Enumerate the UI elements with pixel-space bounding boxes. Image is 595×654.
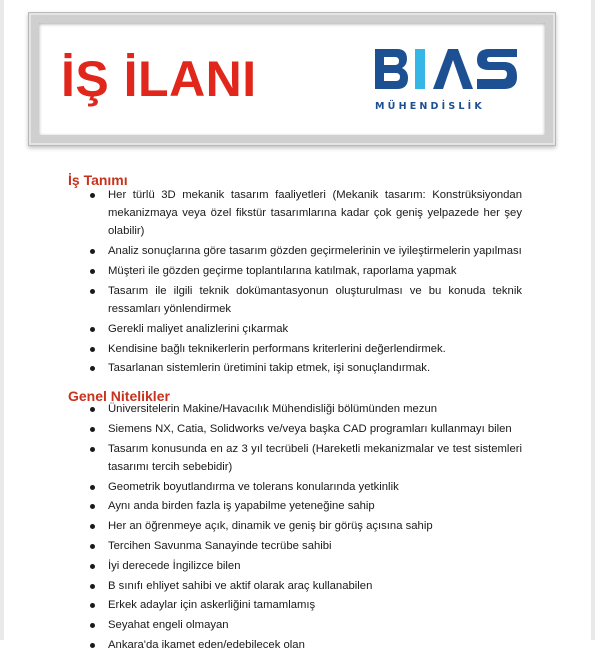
list-item: Tasarım konusunda en az 3 yıl tecrübeli (Hareketli mekanizmalar ve test sistemleri tasarımı tercih sebebidir) [88,440,522,476]
bias-logo-mark [371,43,521,99]
list-item: Müşteri ile gözden geçirme toplantılarına katılmak, raporlama yapmak [88,262,522,280]
list-item: Analiz sonuçlarına göre tasarım gözden geçirmelerinin ve iyileştirmelerin yapılması [88,242,522,260]
list-item: Kendisine bağlı teknikerlerin performans kriterlerini değerlendirmek. [88,340,522,358]
list-item: B sınıfı ehliyet sahibi ve aktif olarak araç kullanabilen [88,577,522,595]
job-description-list [88,186,522,378]
list-item: Tasarlanan sistemlerin üretimini takip etmek, işi sonuçlandırmak. [88,359,522,377]
qualifications-heading: Genel Nitelikler [68,388,170,404]
list-item: Üniversitelerin Makine/Havacılık Mühendisliği bölümünden mezun [88,400,522,418]
qualifications-list [88,400,522,654]
list-item: Tercihen Savunma Sanayinde tecrübe sahibi [88,537,522,555]
header-banner [28,12,556,146]
company-logo [371,43,521,123]
list-item: Seyahat engeli olmayan [88,616,522,634]
page-border-right [591,0,595,640]
job-description-heading: İş Tanımı [68,172,128,188]
list-item: Geometrik boyutlandırma ve tolerans konularında yetkinlik [88,478,522,496]
list-item: Tasarım ile ilgili teknik dokümantasyonun oluşturulması ve bu konuda teknik ressamları yönlendirmek [88,282,522,318]
list-item: Her an öğrenmeye açık, dinamik ve geniş bir görüş açısına sahip [88,517,522,535]
list-item: Siemens NX, Catia, Solidworks ve/veya başka CAD programları kullanmayı bilen [88,420,522,438]
logo-subtitle: MÜHENDİSLİK [375,101,485,112]
job-posting-title: İŞ İLANI [61,51,257,107]
list-item: Ankara'da ikamet eden/edebilecek olan [88,636,522,654]
list-item: Aynı anda birden fazla iş yapabilme yeteneğine sahip [88,497,522,515]
list-item: Gerekli maliyet analizlerini çıkarmak [88,320,522,338]
banner-panel [39,23,545,135]
list-item: Erkek adaylar için askerliğini tamamlamış [88,596,522,614]
page-border-left [0,0,4,640]
list-item: Her türlü 3D mekanik tasarım faaliyetleri (Mekanik tasarım: Konstrüksiyondan mekanizmaya veya özel fikstür tasarımlarına kadar çok geniş yelpazede her şey olabilir) [88,186,522,241]
list-item: İyi derecede İngilizce bilen [88,557,522,575]
